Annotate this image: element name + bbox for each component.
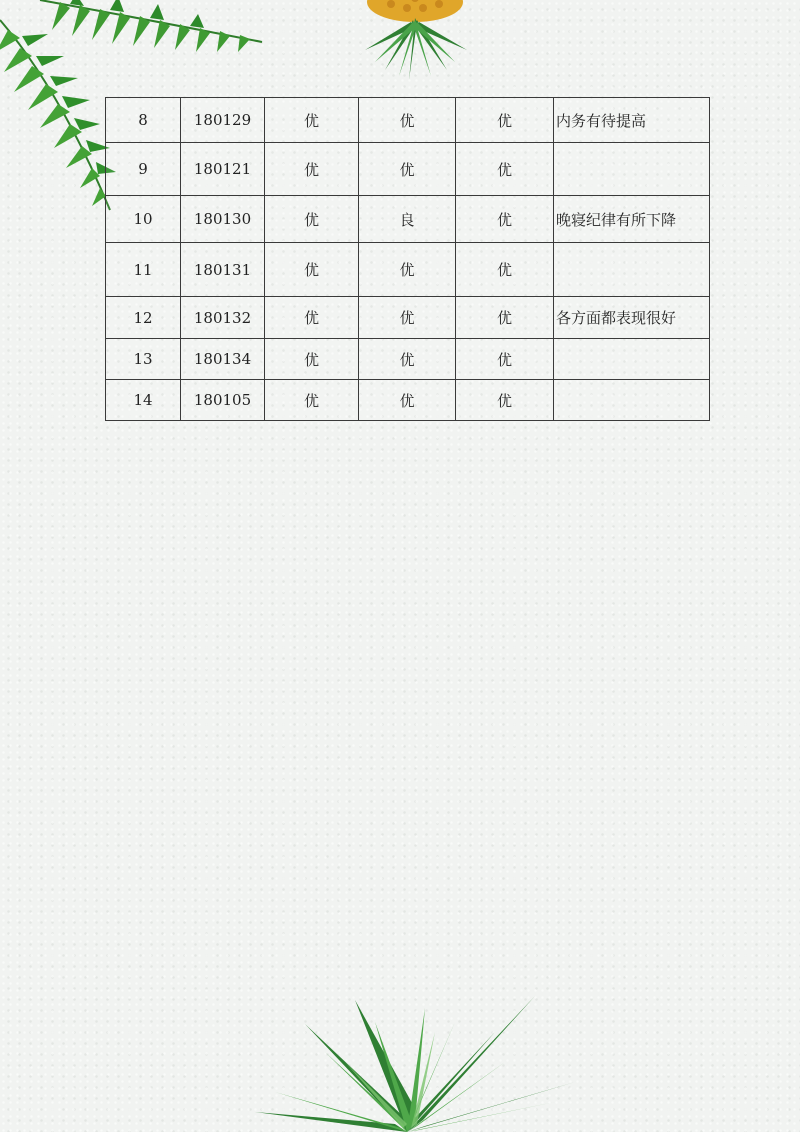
grade-1: 优 <box>265 143 359 196</box>
remark <box>554 143 710 196</box>
grade-3: 优 <box>456 196 554 243</box>
grade-3: 优 <box>456 297 554 339</box>
grade-2: 良 <box>359 196 456 243</box>
row-number: 8 <box>106 98 181 143</box>
student-id: 180129 <box>181 98 265 143</box>
grade-1: 优 <box>265 339 359 380</box>
row-number: 13 <box>106 339 181 380</box>
student-id: 180131 <box>181 243 265 297</box>
student-id: 180130 <box>181 196 265 243</box>
grade-2: 优 <box>359 243 456 297</box>
grade-1: 优 <box>265 98 359 143</box>
remark <box>554 380 710 421</box>
row-number: 10 <box>106 196 181 243</box>
table-row <box>106 339 710 380</box>
table-row <box>106 297 710 339</box>
remark: 各方面都表现很好 <box>554 297 710 339</box>
grade-1: 优 <box>265 196 359 243</box>
grade-1: 优 <box>265 243 359 297</box>
table-row <box>106 98 710 143</box>
remark: 晚寝纪律有所下降 <box>554 196 710 243</box>
table-row <box>106 380 710 421</box>
grade-2: 优 <box>359 380 456 421</box>
grade-3: 优 <box>456 339 554 380</box>
remark <box>554 243 710 297</box>
row-number: 14 <box>106 380 181 421</box>
row-number: 9 <box>106 143 181 196</box>
grade-3: 优 <box>456 380 554 421</box>
pineapple-icon <box>355 0 475 85</box>
table-row <box>106 196 710 243</box>
table-row <box>106 143 710 196</box>
grade-2: 优 <box>359 143 456 196</box>
remark <box>554 339 710 380</box>
student-id: 180134 <box>181 339 265 380</box>
pineapple-leaves-icon <box>235 992 580 1132</box>
grade-1: 优 <box>265 380 359 421</box>
grade-1: 优 <box>265 297 359 339</box>
student-id: 180132 <box>181 297 265 339</box>
table-row <box>106 243 710 297</box>
grade-2: 优 <box>359 98 456 143</box>
student-id: 180105 <box>181 380 265 421</box>
grade-2: 优 <box>359 297 456 339</box>
row-number: 12 <box>106 297 181 339</box>
grades-table <box>105 97 710 421</box>
row-number: 11 <box>106 243 181 297</box>
grade-3: 优 <box>456 98 554 143</box>
grade-2: 优 <box>359 339 456 380</box>
student-id: 180121 <box>181 143 265 196</box>
remark: 内务有待提高 <box>554 98 710 143</box>
grade-3: 优 <box>456 243 554 297</box>
grade-3: 优 <box>456 143 554 196</box>
